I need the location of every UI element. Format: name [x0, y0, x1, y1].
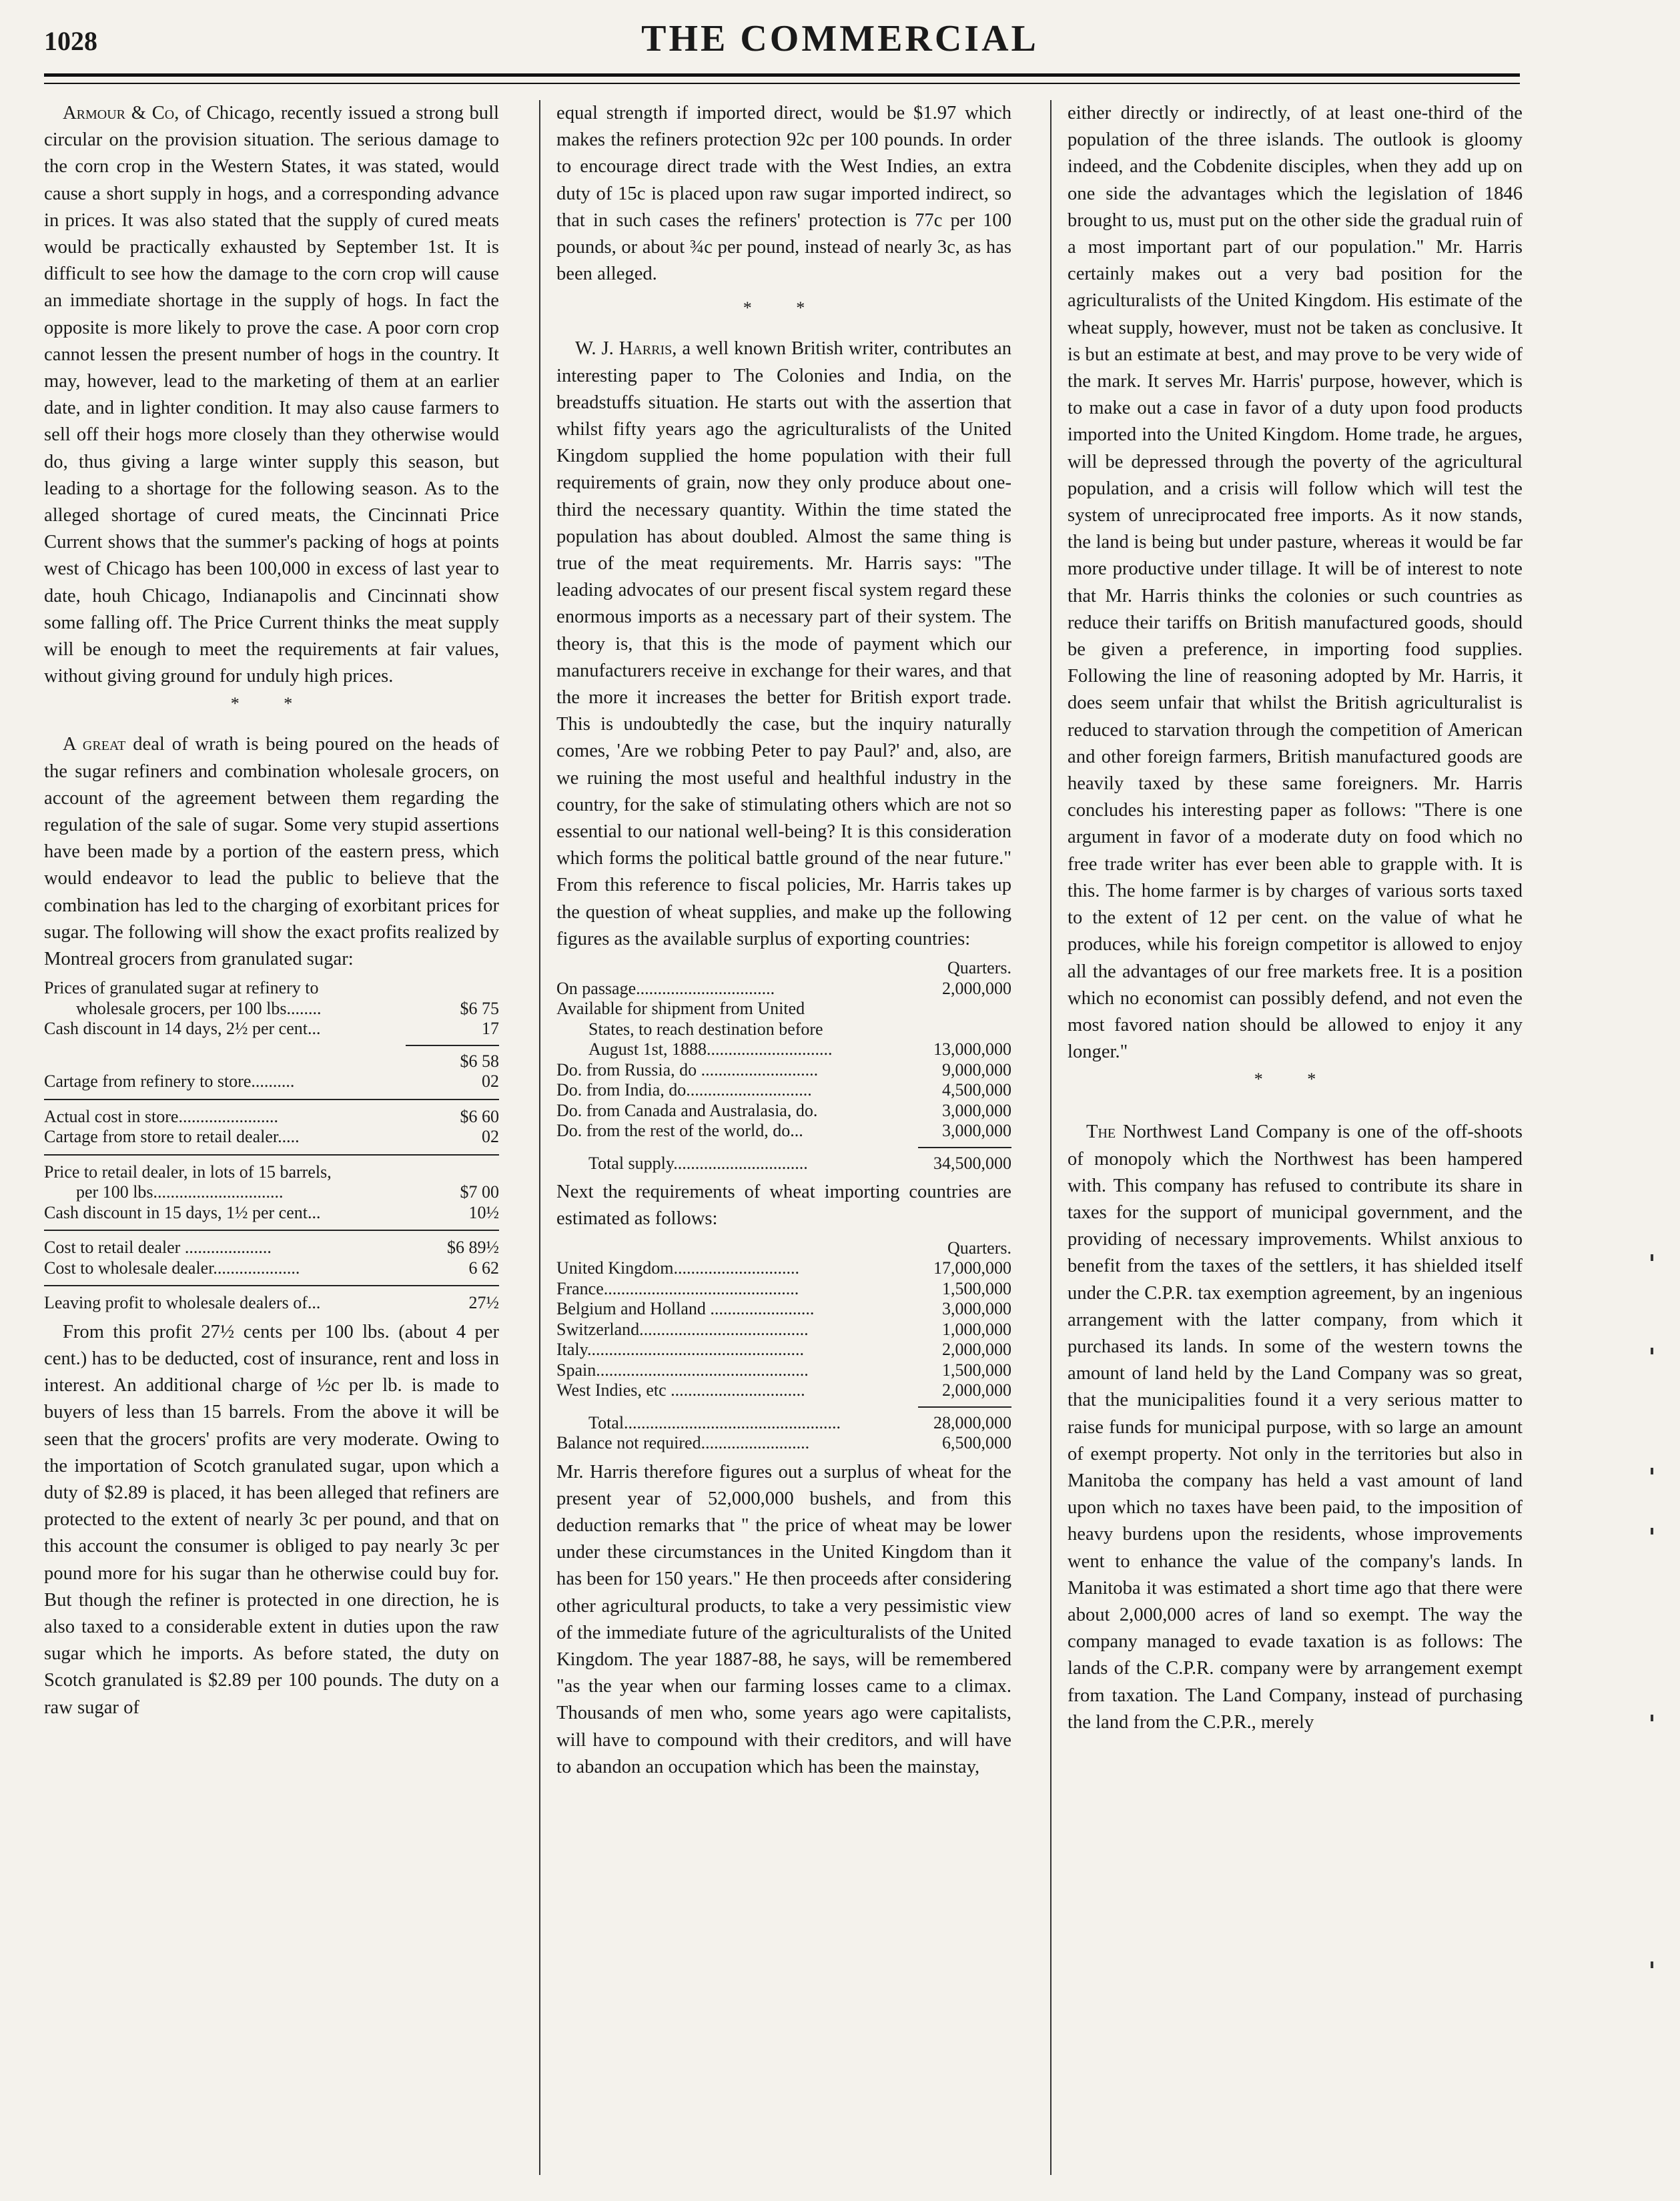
table-row	[556, 1279, 1011, 1300]
row-label: France.............................................	[556, 1278, 799, 1298]
row-value: 17,000,000	[933, 1258, 1011, 1278]
table-unit-header: Quarters.	[947, 1238, 1011, 1258]
row-value: 17	[482, 1019, 499, 1039]
article-harris-end: either directly or indirectly, of at least one-third of the population of the three islands. The outlook is gloomy indeed, and the Cobdenite disciples, when they add up on one side the advantages which the legislation of 1846 brought to us, must put on the other side the gradual ruin of a most important part of our population." Mr. Harris certainly makes out a very bad position for the agriculturalists of the United Kingdom. His estimate of the wheat supply, however, must not be taken as conclusive. It is but an estimate at best, and may prove to be very wide of the mark. It serves Mr. Harris' purpose, however, which is to make out a case in favor of a duty upon food products imported into the United Kingdom. Home trade, he argues, will be depressed through the poverty of the agricultural population, and a crisis will follow which will test the system of unreciprocated free imports. As it now stands, the land is being but under pasture, whereas it would be far more productive under tillage. It will be of interest to note that Mr. Harris thinks the colonies or such countries as reduce their tariffs on British manufactured goods, should be given a preference, in importing food supplies. Following the line of reasoning adopted by Mr. Harris, it does seem unfair that whilst the British agriculturalist is reduced to starvation through the competition of American and other foreign farmers, British manufactured goods are heavily taxed by these same foreigners. Mr. Harris concludes his interesting paper as follows: "There is one argument in favor of a moderate duty on food which no free trade writer has ever been able to grapple with. It is this. The home farmer is by charges of various sorts taxed to the extent of 12 per cent. on the value of what he produces, while his foreign competitor is allowed to enjoy all the advantages of our free markets free. It is a position which no economist can possibly defend, and not even the most favored nation should be allowed to enjoy it any longer."	[1068, 103, 1523, 1063]
page-number: 1028	[44, 26, 97, 56]
sugar-profit-table	[44, 978, 499, 1314]
table-row	[556, 1121, 1011, 1142]
row-label: Total..................................................	[588, 1412, 841, 1432]
row-label: Balance not required.........................	[556, 1433, 810, 1452]
table-row	[556, 1039, 1011, 1060]
table-row	[556, 1080, 1011, 1101]
row-value: $6 58	[460, 1051, 499, 1071]
row-value: $6 75	[460, 998, 499, 1018]
wheat-requirements-table	[556, 1238, 1011, 1454]
article-lead: The	[1086, 1122, 1116, 1143]
article-lead: A great	[63, 734, 126, 755]
row-value: 34,500,000	[933, 1153, 1011, 1173]
table-row: States, to reach destination before	[588, 1019, 823, 1039]
sum-rule	[918, 1406, 1011, 1408]
row-value: 1,500,000	[942, 1278, 1011, 1298]
row-value: 2,000,000	[942, 1340, 1011, 1359]
row-value: 28,000,000	[933, 1412, 1011, 1432]
row-value: 1,000,000	[942, 1319, 1011, 1339]
section-separator: * *	[743, 298, 825, 318]
section-separator: * *	[1254, 1069, 1336, 1089]
table-rule	[44, 1099, 499, 1100]
table-row	[44, 1071, 499, 1092]
column-1	[44, 100, 499, 2175]
row-value: 4,500,000	[942, 1080, 1011, 1100]
row-label: Spain.................................................	[556, 1360, 809, 1380]
article-northwest-land	[1068, 1119, 1523, 1736]
requirements-intro: Next the requirements of wheat importing countries are estimated as follows:	[556, 1182, 1011, 1230]
article-body: a well known British writer, contributes an interesting paper to The Colonies and India, on the breadstuffs situation. He starts out with the assertion that whilst fifty years ago the agriculturalists of the United Kingdom supplied the home population with their full requirements of grain, now they only produce about one-third the necessary quantity. Within the time stated the population has about doubled. Almost the same thing is true of the meat requirements. Mr. Harris says: "The leading advocates of our present fiscal system regard these enormous imports as a necessary part of their system. The theory is, that this is the mode of payment which our manufacturers receive in exchange for their wares, and that the more it increases the better for British export trade. This is undoubtedly the case, but the inquiry naturally comes, 'Are we robbing Peter to pay Paul?' and, also, are we ruining the most useful and healthful industry in the country, for the sake of stimulating others which are not so essential to our national well-being? It is this consideration which forms the political battle ground of the near future." From this reference to fiscal policies, Mr. Harris takes up the question of wheat supplies, and make up the following figures as the available surplus of exporting countries:	[556, 338, 1011, 949]
row-label: Italy..................................................	[556, 1340, 804, 1359]
table-row	[556, 1380, 1011, 1401]
table-row: Price to retail dealer, in lots of 15 barrels,	[44, 1162, 332, 1182]
row-label: August 1st, 1888.............................	[588, 1039, 833, 1059]
article-harris-continued: Mr. Harris therefore figures out a surplus of wheat for the present year of 52,000,000 bushels, and from this deduction remarks that " the price of wheat may be lower under these circumstances in the United Kingdom than it has been for 150 years." He then proceeds after considering other agricultural products, to take a very pessimistic view of the immediate future of the agriculturalists of the United Kingdom. The year 1887-88, he says, will be remembered "as the year when our farming losses came to a climax. Thousands of men who, some years ago were capitalists, will have to compound with their creditors, and will have to abandon an occupation which has been the mainstay,	[556, 1461, 1011, 1777]
row-value: 6 62	[468, 1258, 499, 1278]
table-row	[44, 1107, 499, 1128]
row-label: Belgium and Holland ........................	[556, 1299, 815, 1318]
row-label: per 100 lbs..............................	[76, 1182, 284, 1202]
article-lead: W. J. Harris,	[575, 338, 677, 360]
row-label: Cash discount in 14 days, 2½ per cent...	[44, 1019, 321, 1039]
article-body: of Chicago, recently issued a strong bull circular on the provision situation. The serious damage to the corn crop in the Western States, it was stated, would cause a short supply in hogs, and a corresponding advance in prices. It was also stated that the supply of cured meats would be practically exhausted by September 1st. It is difficult to see how the damage to the corn crop will cause an immediate shortage in the supply of hogs. In fact the opposite is more likely to prove the case. A poor corn crop cannot lessen the present number of hogs in the country. It may, however, lead to the marketing of them at an earlier date, and in lighter condition. It may also cause farmers to sell off their hogs more closely than they otherwise would do, thus giving a large winter supply this season, but leading to a shortage for the following season. As to the alleged shortage of cured meats, the Cincinnati Price Current shows that the summer's packing of hogs at points west of Chicago has been 100,000 in excess of last year to date, houh Chicago, Indianapolis and Cincinnati show some falling off. The Price Current thinks the meat supply will be enough to meet the requirements at fair values, without giving ground for unduly high prices.	[44, 103, 499, 687]
table-row	[44, 1258, 499, 1279]
article-sugar-end: equal strength if imported direct, would be $1.97 which makes the refiners protection 92c per 100 pounds. In order to encourage direct trade with the West Indies, an extra duty of 15c is placed upon raw sugar imported indirect, so that in such cases the refiners' protection is 77c per 100 pounds, or about ¾c per pound, instead of nearly 3c, as has been alleged.	[556, 103, 1011, 285]
row-value: 9,000,000	[942, 1059, 1011, 1079]
row-value: 3,000,000	[942, 1299, 1011, 1318]
row-label: Switzerland.......................................	[556, 1319, 809, 1339]
table-row	[44, 1051, 499, 1072]
article-sugar-continued: From this profit 27½ cents per 100 lbs. (about 4 per cent.) has to be deducted, cost of insurance, rent and loss in interest. An additional charge of ½c per lb. is made to buyers of less than 15 barrels. From the above it will be seen that the grocers' profits are very moderate. Owing to the importation of Scotch granulated sugar, upon which a duty of $2.89 is placed, it has been alleged that refiners are protected to the extent of nearly 3c per pound, and that on this account the consumer is obliged to pay nearly 3c per pound more for his sugar than he otherwise could buy for. But though the refiner is protected in one direction, he is also taxed to a considerable extent in duties upon the raw sugar which he imports. As before stated, the duty on Scotch granulated is $2.89 per 100 pounds. The duty on a raw sugar of	[44, 1321, 499, 1718]
row-label: Cartage from store to retail dealer.....	[44, 1127, 300, 1147]
table-row	[556, 1258, 1011, 1279]
table-row	[44, 1182, 499, 1203]
row-label: Cost to retail dealer ....................	[44, 1238, 272, 1258]
page-title: THE COMMERCIAL	[641, 18, 1039, 59]
scan-edge-marks	[1651, 1254, 1657, 2175]
column-divider	[1050, 100, 1052, 2175]
row-label: West Indies, etc ...............................	[556, 1380, 805, 1400]
sum-rule	[406, 1045, 499, 1046]
row-label: United Kingdom.............................	[556, 1258, 799, 1278]
table-row	[44, 1238, 499, 1258]
section-separator: * *	[230, 694, 313, 714]
table-row: Prices of granulated sugar at refinery to	[44, 978, 319, 998]
row-label: Cash discount in 15 days, 1½ per cent...	[44, 1202, 321, 1222]
table-row	[556, 1320, 1011, 1340]
table-row	[556, 1360, 1011, 1381]
row-value: 13,000,000	[933, 1039, 1011, 1059]
table-row	[44, 999, 499, 1019]
table-row	[556, 1299, 1011, 1320]
row-label: Actual cost in store.......................	[44, 1106, 278, 1126]
row-label: Cartage from refinery to store..........	[44, 1071, 295, 1091]
article-body: deal of wrath is being poured on the heads of the sugar refiners and combination wholesale grocers, on account of the agreement between them regarding the regulation of the sale of sugar. Some very stupid assertions have been made by a portion of the eastern press, which would endeavor to lead the public to believe that the combination has led to the charging of exorbitant prices for sugar. The following will show the exact profits realized by Montreal grocers from granulated sugar:	[44, 734, 499, 970]
table-unit-header: Quarters.	[947, 958, 1011, 978]
row-label: Do. from Russia, do ...........................	[556, 1059, 819, 1079]
row-label: Leaving profit to wholesale dealers of...	[44, 1293, 321, 1313]
column-divider	[539, 100, 540, 2175]
row-value: 3,000,000	[942, 1121, 1011, 1141]
table-row	[44, 1127, 499, 1148]
row-value: $6 60	[460, 1106, 499, 1126]
row-label: On passage................................	[556, 978, 775, 998]
row-value: $7 00	[460, 1182, 499, 1202]
table-row	[44, 1019, 499, 1039]
header-rule-thin	[44, 83, 1520, 84]
table-row	[556, 979, 1011, 999]
row-value: 6,500,000	[942, 1433, 1011, 1452]
table-row	[556, 1154, 1011, 1174]
row-label: Do. from Canada and Australasia, do.	[556, 1100, 818, 1120]
row-value: 10½	[468, 1202, 499, 1222]
column-3	[1068, 100, 1523, 2175]
article-lead: Armour & Co,	[63, 103, 179, 123]
header-rule	[44, 73, 1520, 77]
wheat-supply-table	[556, 958, 1011, 1174]
article-body: Northwest Land Company is one of the off-shoots of monopoly which the Northwest has been hampered with. This company has refused to contribute its share in taxes for the support of municipal government, and the providing of necessary improvements. Whilst anxious to benefit from the taxes of the settlers, it has shielded itself under the C.P.R. tax exemption agreement, by an ingenious arrangement with the latter company, from which it purchased its lands. In some of the western towns the amount of land held by the Land Company was so great, that the municipalities found it a very serious matter to raise funds for municipal purpose, with so large an amount of exempt property. Not only in the territories but also in Manitoba the company has held a vast amount of land upon which no taxes have been paid, to the imposition of heavy burdens upon the residents, whose improvements went to enhance the value of the company's lands. In Manitoba it was estimated a short time ago that there were about 2,000,000 acres of land so exempt. The way the company managed to evade taxation is as follows: The lands of the C.P.R. company were by arrangement exempt from taxation. The Land Company, instead of purchasing the land from the C.P.R., merely	[1068, 1122, 1523, 1733]
row-value: 2,000,000	[942, 1380, 1011, 1400]
row-value: 02	[482, 1127, 499, 1147]
sum-rule	[918, 1147, 1011, 1148]
row-label: Total supply...............................	[588, 1153, 808, 1173]
row-value: 3,000,000	[942, 1100, 1011, 1120]
table-row	[556, 1413, 1011, 1434]
column-2	[556, 100, 1011, 2175]
table-row	[44, 1203, 499, 1224]
table-row	[556, 1340, 1011, 1360]
row-value: 1,500,000	[942, 1360, 1011, 1380]
article-sugar	[44, 731, 499, 973]
table-row	[556, 1060, 1011, 1081]
row-label: Do. from the rest of the world, do...	[556, 1121, 803, 1141]
table-row	[44, 1293, 499, 1314]
table-rule	[44, 1154, 499, 1156]
table-row	[556, 1101, 1011, 1122]
row-value: 27½	[468, 1293, 499, 1313]
row-value: $6 89½	[447, 1238, 499, 1258]
row-label: Do. from India, do.............................	[556, 1080, 812, 1100]
article-harris	[556, 336, 1011, 953]
table-row	[556, 1433, 1011, 1454]
row-label: wholesale grocers, per 100 lbs........	[76, 998, 322, 1018]
row-label: Cost to wholesale dealer....................	[44, 1258, 300, 1278]
table-rule	[44, 1285, 499, 1286]
table-rule	[44, 1230, 499, 1231]
article-armour	[44, 100, 499, 690]
table-row: Available for shipment from United	[556, 999, 805, 1019]
row-value: 2,000,000	[942, 978, 1011, 998]
row-value: 02	[482, 1071, 499, 1091]
